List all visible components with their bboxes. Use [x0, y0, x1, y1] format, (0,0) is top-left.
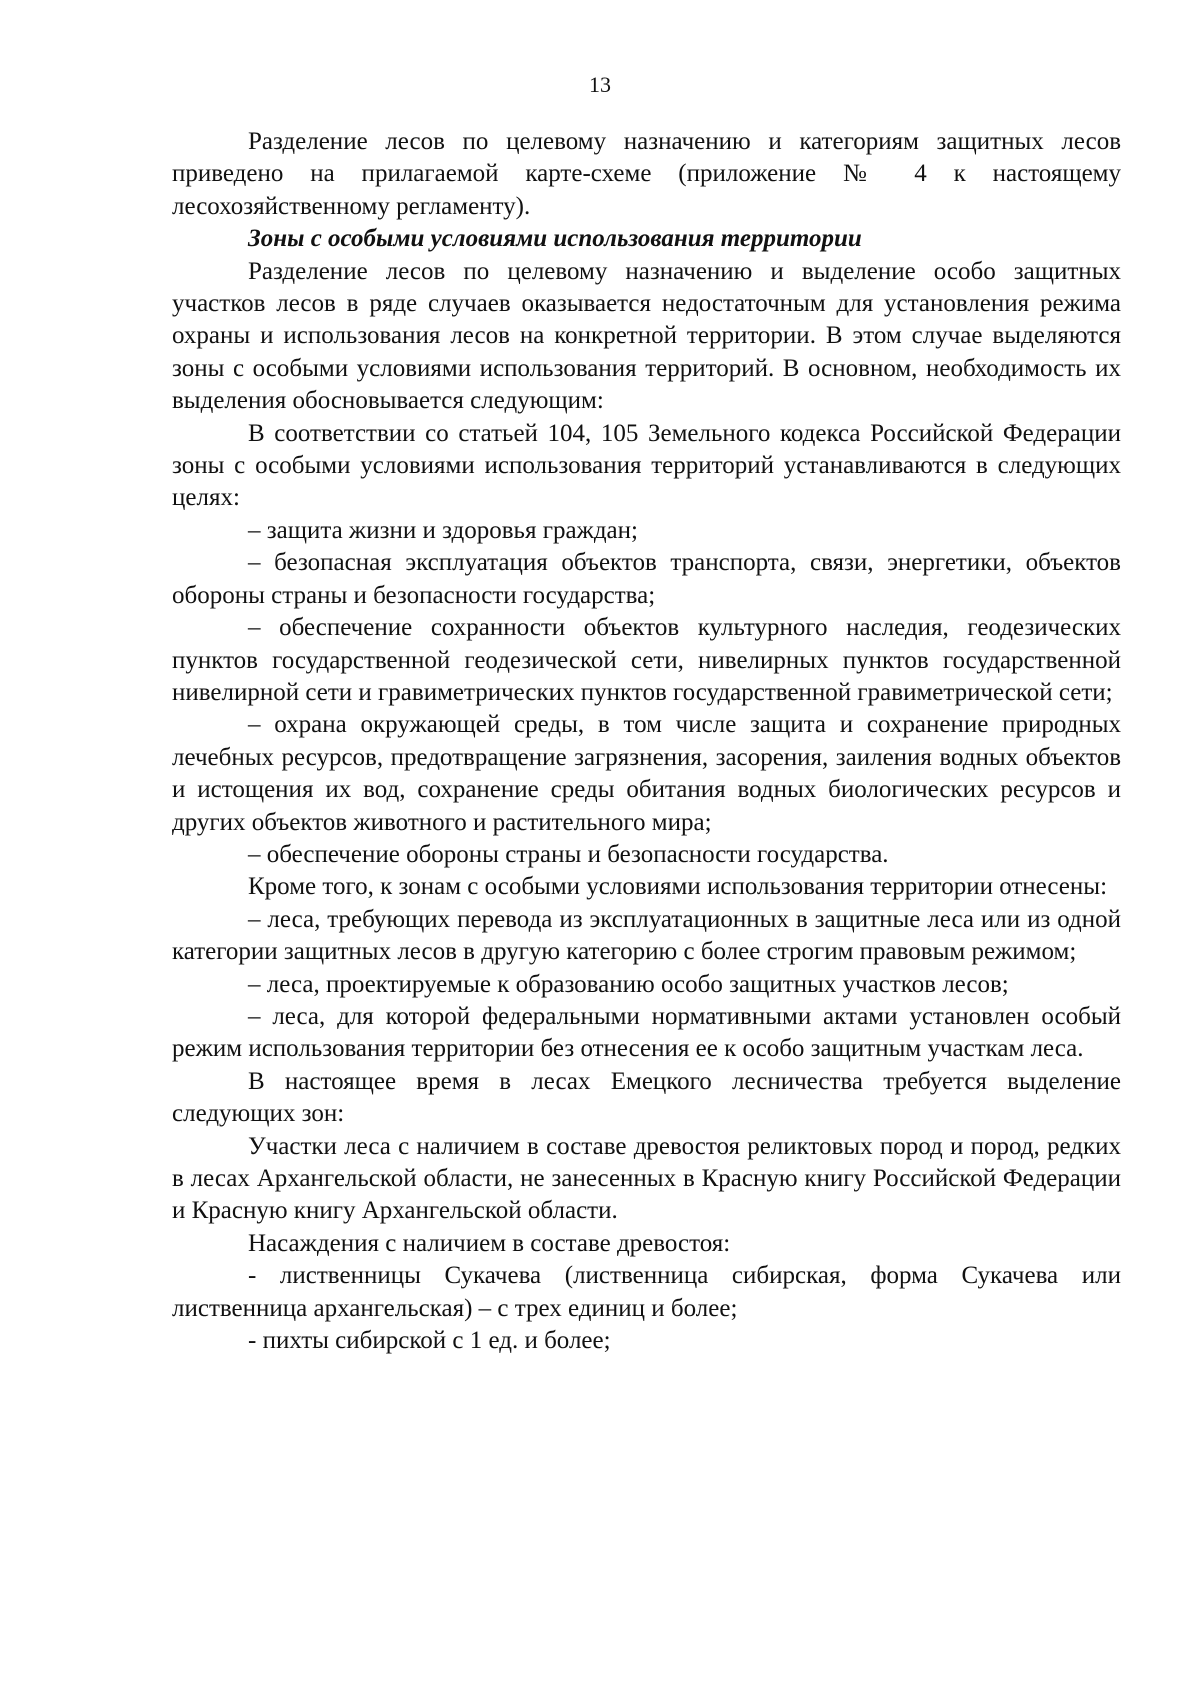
- paragraph-relict-species: Участки леса с наличием в составе древостоя реликтовых пород и пород, редких в лесах Архангельской области, не занесенных в Красную книгу Российской Федерации и Красную книгу Архангельской области.: [172, 1132, 1121, 1225]
- list-item-zone-federal-regime: – леса, для которой федеральными нормативными актами установлен особый режим использования территории без отнесения ее к особо защитным участкам леса.: [172, 1002, 1121, 1063]
- paragraph-land-code-reference: В соответствии со статьей 104, 105 Земельного кодекса Российской Федерации зоны с особыми условиями использования территорий устанавливаются в следующих целях:: [172, 419, 1121, 512]
- list-item-purpose-heritage-geodesy: – обеспечение сохранности объектов культурного наследия, геодезических пунктов государственной геодезической сети, нивелирных пунктов государственной нивелирной сети и гравиметрических пунктов государственной гравиметрической сети;: [172, 614, 1121, 706]
- list-item-larch: - лиственницы Сукачева (лиственница сибирская, форма Сукачева или лиственница архангельская) – с трех единиц и более;: [172, 1262, 1121, 1322]
- list-item-zone-protected-planned: – леса, проектируемые к образованию особо защитных участков лесов;: [248, 970, 1009, 998]
- paragraph-zones-rationale: Разделение лесов по целевому назначению и выделение особо защитных участков лесов в ряде случаев оказывается недостаточным для установления режима охраны и использования лесов на конкретной территории. В этом случае выделяются зоны с особыми условиями использования территорий. В основном, необходимость их выделения обосновывается следующим:: [172, 257, 1121, 415]
- list-item-purpose-environment: – охрана окружающей среды, в том числе защита и сохранение природных лечебных ресурсов, предотвращение загрязнения, засорения, заиления водных объектов и истощения их вод, сохранение среды обитания водных биологических ресурсов и других объектов животного и растительного мира;: [172, 711, 1121, 836]
- list-item-zone-transfer: – леса, требующих перевода из эксплуатационных в защитные леса или из одной категории защитных лесов в другую категорию с более строгим правовым режимом;: [172, 905, 1121, 966]
- page-number: 13: [589, 72, 611, 97]
- list-item-purpose-health: – защита жизни и здоровья граждан;: [248, 516, 638, 544]
- list-item-purpose-infrastructure: – безопасная эксплуатация объектов транспорта, связи, энергетики, объектов обороны страны и безопасности государства;: [172, 549, 1121, 609]
- paragraph-forest-division-map: Разделение лесов по целевому назначению и категориям защитных лесов приведено на прилагаемой карте-схеме (приложение № 4 к настоящему лесохозяйственному регламенту).: [172, 128, 1121, 220]
- paragraph-stand-composition: Насаждения с наличием в составе древостоя:: [248, 1229, 731, 1257]
- section-heading-special-zones: Зоны с особыми условиями использования территории: [248, 225, 862, 253]
- paragraph-emetsk-zones: В настоящее время в лесах Емецкого лесничества требуется выделение следующих зон:: [172, 1067, 1121, 1128]
- list-item-fir: - пихты сибирской с 1 ед. и более;: [248, 1327, 611, 1355]
- document-body: [172, 126, 1121, 1357]
- list-item-purpose-defense: – обеспечение обороны страны и безопасности государства.: [248, 840, 889, 868]
- paragraph-additional-zones: Кроме того, к зонам с особыми условиями использования территории отнесены:: [248, 873, 1108, 901]
